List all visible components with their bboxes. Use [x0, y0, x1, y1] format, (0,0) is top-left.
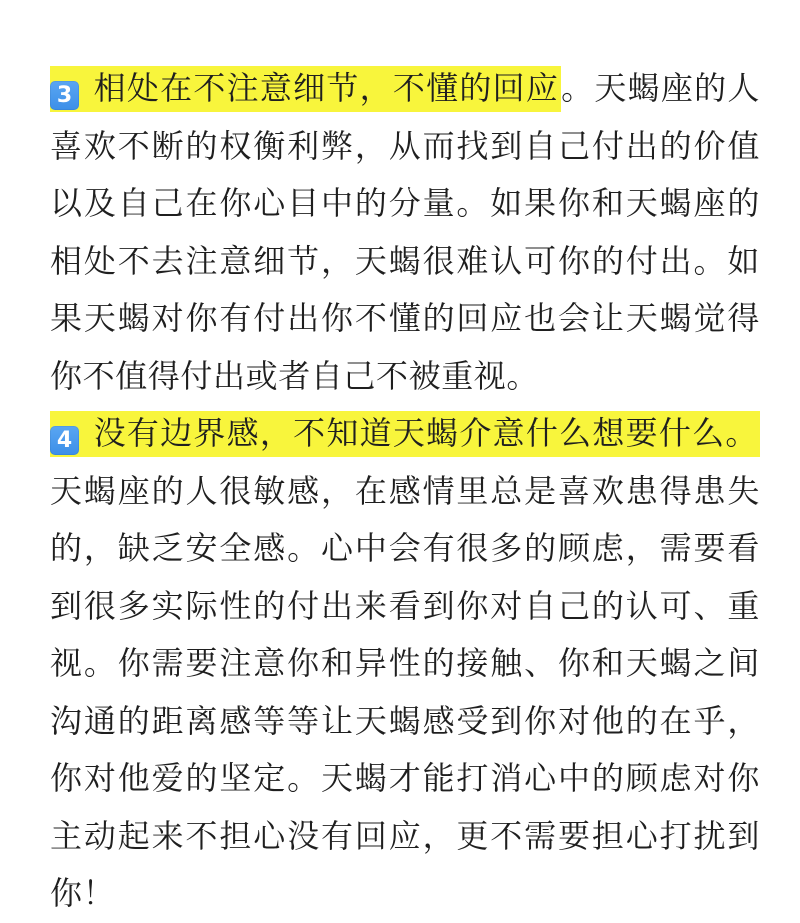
- tip-heading-3: 相处在不注意细节，不懂的回应: [93, 69, 560, 107]
- tip-body-3: 。天蝎座的人喜欢不断的权衡利弊，从而找到自己付出的价值以及自己在你心目中的分量。如果你和天蝎座的相处不去注意细节，天蝎很难认可你的付出。如果天蝎对你有付出你不懂的回应也会让天蝎觉得你不值得付出或者自己不被重视。: [50, 69, 760, 395]
- tip-heading-highlight-3: [50, 66, 561, 112]
- tip-heading-highlight-4: [50, 411, 760, 457]
- keycap-number-4-icon: 4: [50, 426, 79, 455]
- tip-paragraph-3: [50, 60, 760, 405]
- tip-heading-4: 没有边界感，不知道天蝎介意什么想要什么。: [93, 414, 758, 452]
- note-content: [50, 60, 760, 923]
- tip-body-4: 天蝎座的人很敏感，在感情里总是喜欢患得患失的，缺乏安全感。心中会有很多的顾虑，需要看到很多实际性的付出来看到你对自己的认可、重视。你需要注意你和异性的接触、你和天蝎之间沟通的距离感等等让天蝎感受到你对他的在乎，你对他爱的坚定。天蝎才能打消心中的顾虑对你主动起来不担心没有回应，更不需要担心打扰到你！: [50, 471, 760, 912]
- tip-paragraph-4: [50, 405, 760, 923]
- keycap-number-3-icon: 3: [50, 81, 79, 110]
